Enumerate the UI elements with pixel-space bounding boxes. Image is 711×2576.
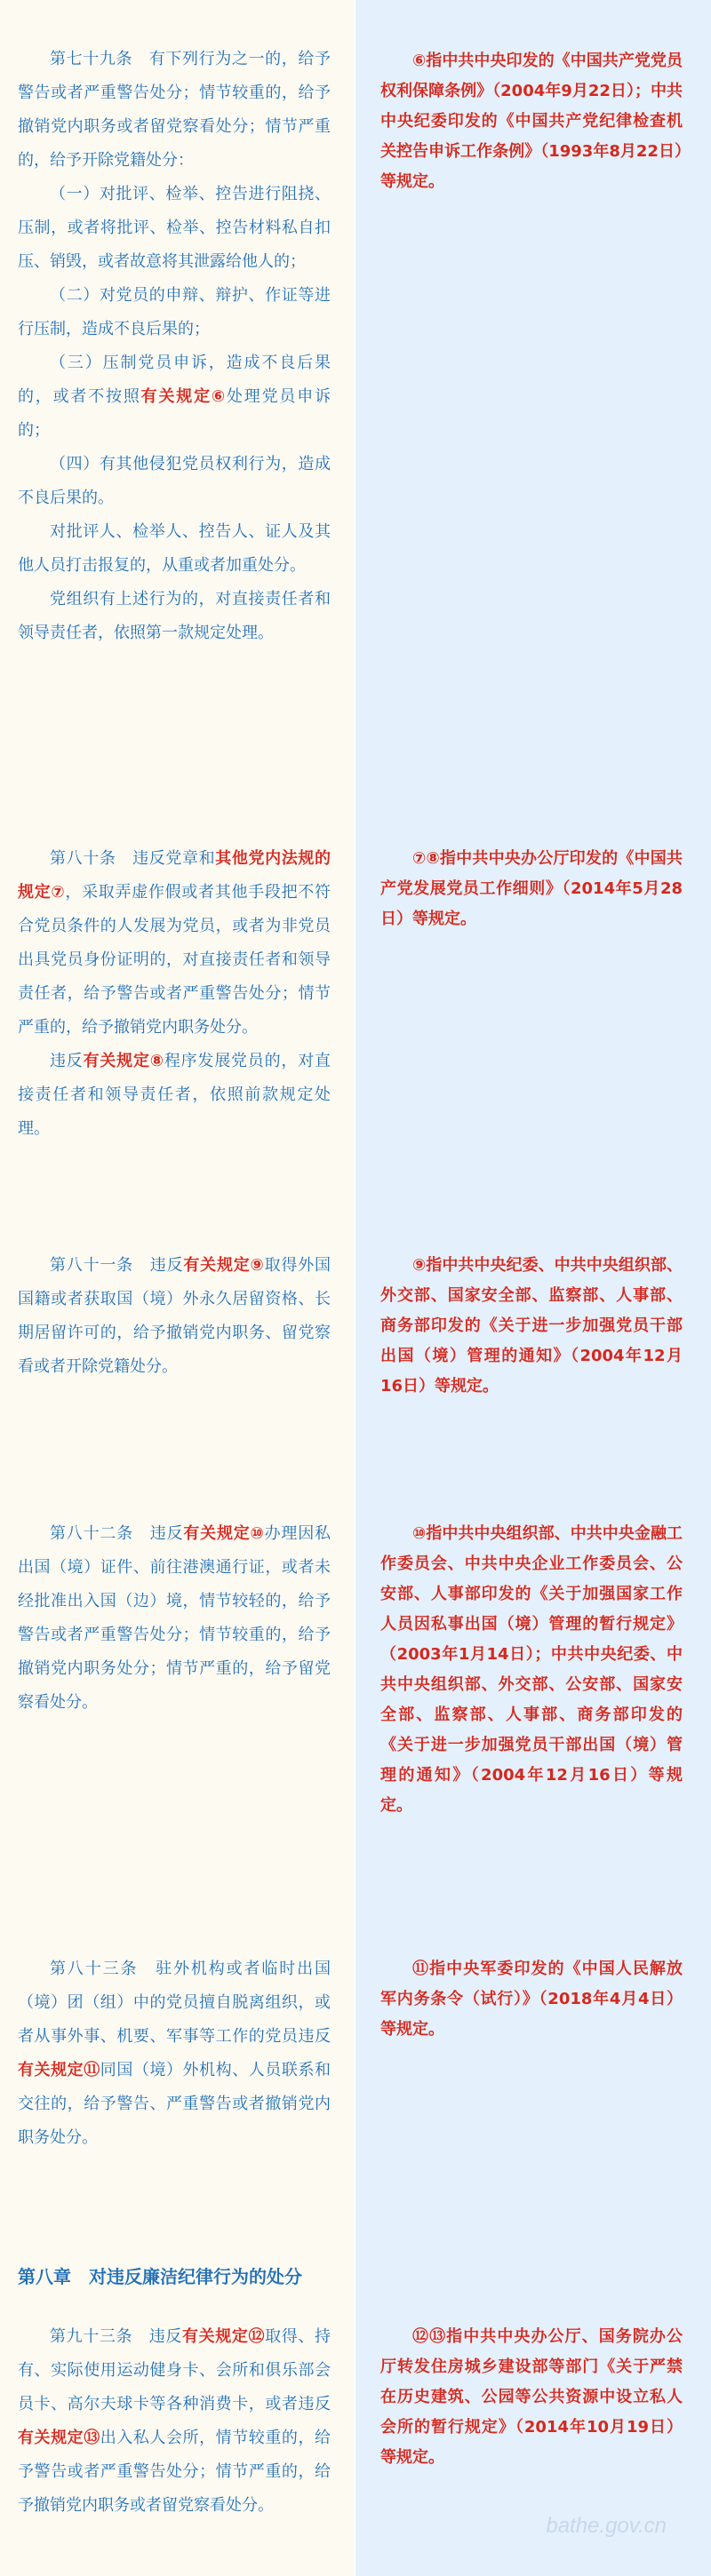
article-79-party-org: 党组织有上述行为的，对直接责任者和领导责任者，依照第一款规定处理。 (18, 590, 331, 642)
highlight-ref-13: 有关规定⑬ (18, 2429, 100, 2447)
article-79-intro: 第七十九条 有下列行为之一的，给予警告或者严重警告处分；情节较重的，给予撤销党内职务或者留党察看处分；情节严重的，给予开除党籍处分： (18, 50, 331, 170)
article-79 (18, 43, 331, 650)
highlight-ref-8: 有关规定⑧ (83, 1052, 164, 1070)
article-82-p1: 第八十二条 违反有关规定⑩办理因私出国（境）证件、前往港澳通行证，或者未经批准出入国（边）境，情节较轻的，给予警告或者严重警告处分；情节较重的，给予撤销党内职务处分；情节严重的，给予留党察看处分。 (18, 1524, 331, 1712)
chapter-8-heading: 第八章 对违反廉洁纪律行为的处分 (18, 2266, 302, 2287)
article-83 (18, 1952, 331, 2155)
highlight-ref-12: 有关规定⑫ (182, 2327, 266, 2346)
note-6: ⑥指中共中央印发的《中国共产党党员权利保障条例》（2004年9月22日）；中共中央纪委印发的《中国共产党纪律检查机关控告申诉工作条例》（1993年8月22日）等规定。 (380, 52, 683, 191)
highlight-ref-10: 有关规定⑩ (183, 1524, 265, 1543)
highlight-ref-7: 其他党内法规的规定⑦ (18, 849, 331, 902)
article-79-item-3: （三）压制党员申诉，造成不良后果的，或者不按照有关规定⑥处理党员申诉的； (18, 354, 332, 440)
note-10: ⑩指中共中央组织部、中共中央金融工作委员会、中共中央企业工作委员会、公安部、人事部印发的《关于加强国家工作人员因私事出国（境）管理的暂行规定》（2003年1月14日）；中共中央纪委、中共中央组织部、外交部、公安部、国家安全部、监察部、人事部、商务部印发的《关于进一步加强党员干部出国（境）管理的通知》（2004年12月16日）等规定。 (380, 1524, 683, 1815)
watermark: bathe.gov.cn (546, 2514, 667, 2538)
note-7-8: ⑦⑧指中共中央办公厅印发的《中国共产党发展党员工作细则》（2014年5月28日）等规定。 (380, 849, 683, 928)
article-83-p1: 第八十三条 驻外机构或者临时出国（境）团（组）中的党员擅自脱离组织，或者从事外事、机要、军事等工作的党员违反有关规定⑪同国（境）外机构、人员联系和交往的，给予警告、严重警告或者撤销党内职务处分。 (18, 1960, 332, 2147)
article-79-item-1: （一）对批评、检举、控告进行阻挠、压制，或者将批评、检举、控告材料私自扣压、销毁，或者故意将其泄露给他人的； (18, 185, 331, 271)
article-81 (18, 1249, 331, 1384)
highlight-ref-6: 有关规定⑥ (140, 387, 227, 406)
article-79-item-4: （四）有其他侵犯党员权利行为，造成不良后果的。 (18, 455, 331, 507)
article-93 (18, 2320, 331, 2523)
article-80-p1: 第八十条 违反党章和其他党内法规的规定⑦，采取弄虚作假或者其他手段把不符合党员条件的人发展为党员，或者为非党员出具党员身份证明的，对直接责任者和领导责任者，给予警告或者严重警告处分；情节严重的，给予撤销党内职务处分。 (18, 849, 331, 1037)
article-82 (18, 1517, 331, 1720)
article-79-retaliation: 对批评人、检举人、控告人、证人及其他人员打击报复的，从重或者加重处分。 (18, 522, 331, 575)
article-81-p1: 第八十一条 违反有关规定⑨取得外国国籍或者获取国（境）外永久居留资格、长期居留许可的，给予撤销党内职务、留党察看或者开除党籍处分。 (18, 1256, 331, 1376)
note-12-13: ⑫⑬指中共中央办公厅、国务院办公厅转发住房城乡建设部等部门《关于严禁在历史建筑、公园等公共资源中设立私人会所的暂行规定》（2014年10月19日）等规定。 (380, 2327, 683, 2467)
article-79-item-2: （二）对党员的申辩、辩护、作证等进行压制，造成不良后果的； (18, 286, 331, 338)
note-9: ⑨指中共中央纪委、中共中央组织部、外交部、国家安全部、监察部、人事部、商务部印发的《关于进一步加强党员干部出国（境）管理的通知》（2004年12月16日）等规定。 (380, 1256, 683, 1395)
note-11: ⑪指中央军委印发的《中国人民解放军内务条令（试行）》（2018年4月4日）等规定。 (380, 1960, 683, 2039)
article-80-p2: 违反有关规定⑧程序发展党员的，对直接责任者和领导责任者，依照前款规定处理。 (18, 1052, 331, 1138)
highlight-ref-11: 有关规定⑪ (18, 2061, 100, 2079)
article-93-p1: 第九十三条 违反有关规定⑫取得、持有、实际使用运动健身卡、会所和俱乐部会员卡、高尔夫球卡等各种消费卡，或者违反有关规定⑬出入私人会所，情节较重的，给予警告或者严重警告处分；情节严重的，给予撤销党内职务或者留党察看处分。 (18, 2327, 332, 2515)
article-80 (18, 842, 331, 1146)
highlight-ref-9: 有关规定⑨ (183, 1256, 265, 1275)
